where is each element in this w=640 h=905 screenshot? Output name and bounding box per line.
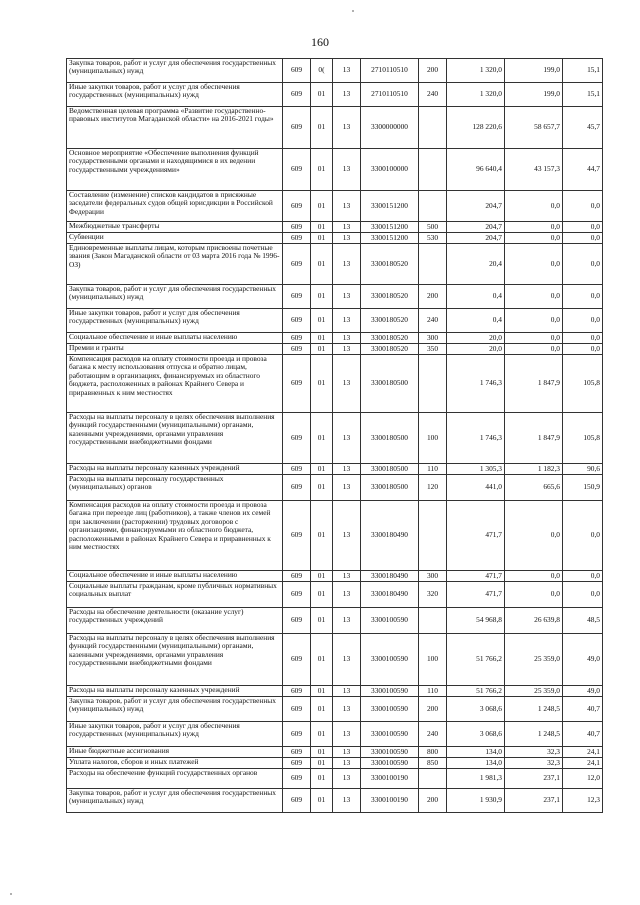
cell-vr: 500 <box>419 222 447 233</box>
cell-ved: 609 <box>283 464 311 475</box>
cell-rz: 01 <box>311 83 333 107</box>
table-row <box>67 59 603 83</box>
cell-vr: 100 <box>419 634 447 686</box>
cell-pr: 13 <box>333 769 361 789</box>
cell-pct: 24,1 <box>563 758 603 769</box>
cell-ved: 609 <box>283 582 311 608</box>
cell-pr: 13 <box>333 758 361 769</box>
cell-csr: 3300180500 <box>361 413 419 464</box>
cell-name: Межбюджетные трансферты <box>67 222 283 233</box>
cell-pr: 13 <box>333 413 361 464</box>
cell-pct: 15,1 <box>563 59 603 83</box>
cell-ved: 609 <box>283 747 311 758</box>
table-row <box>67 571 603 582</box>
cell-pr: 13 <box>333 501 361 571</box>
cell-name: Расходы на обеспечение деятельности (оказание услуг) государственных учреждений <box>67 608 283 634</box>
cell-plan: 20,0 <box>447 333 505 344</box>
table-row <box>67 309 603 333</box>
cell-name: Закупка товаров, работ и услуг для обеспечения государственных (муниципальных) нужд <box>67 789 283 813</box>
cell-rz: 01 <box>311 686 333 697</box>
cell-name: Расходы на выплаты персоналу казенных учреждений <box>67 464 283 475</box>
cell-pct: 45,7 <box>563 107 603 149</box>
cell-fact: 0,0 <box>505 233 563 244</box>
cell-plan: 3 068,6 <box>447 697 505 722</box>
cell-plan: 1 305,3 <box>447 464 505 475</box>
cell-fact: 0,0 <box>505 244 563 285</box>
cell-pct: 12,3 <box>563 789 603 813</box>
cell-pct: 0,0 <box>563 501 603 571</box>
cell-ved: 609 <box>283 608 311 634</box>
table-row <box>67 582 603 608</box>
cell-vr: 240 <box>419 722 447 747</box>
cell-csr: 3300180520 <box>361 285 419 309</box>
cell-pct: 48,5 <box>563 608 603 634</box>
table-row <box>67 747 603 758</box>
cell-pct: 0,0 <box>563 191 603 222</box>
cell-pct: 24,1 <box>563 747 603 758</box>
table-row <box>67 355 603 413</box>
table-row <box>67 608 603 634</box>
table-row <box>67 722 603 747</box>
cell-fact: 237,1 <box>505 789 563 813</box>
table-body <box>67 59 603 813</box>
cell-pr: 13 <box>333 608 361 634</box>
cell-fact: 32,3 <box>505 747 563 758</box>
cell-fact: 1 847,9 <box>505 355 563 413</box>
cell-pct: 40,7 <box>563 697 603 722</box>
cell-csr: 3300100590 <box>361 608 419 634</box>
cell-plan: 204,7 <box>447 222 505 233</box>
cell-vr: 110 <box>419 686 447 697</box>
cell-csr: 3300180500 <box>361 355 419 413</box>
cell-vr <box>419 355 447 413</box>
cell-rz: 01 <box>311 244 333 285</box>
cell-name: Иные закупки товаров, работ и услуг для обеспечения государственных (муниципальных) нужд <box>67 722 283 747</box>
cell-vr: 350 <box>419 344 447 355</box>
cell-csr: 3300180500 <box>361 464 419 475</box>
cell-pr: 13 <box>333 191 361 222</box>
cell-vr: 320 <box>419 582 447 608</box>
cell-ved: 609 <box>283 697 311 722</box>
cell-pct: 0,0 <box>563 333 603 344</box>
cell-vr <box>419 244 447 285</box>
table-row <box>67 413 603 464</box>
cell-rz: 01 <box>311 191 333 222</box>
table-row <box>67 475 603 501</box>
cell-fact: 0,0 <box>505 191 563 222</box>
cell-name: Субвенции <box>67 233 283 244</box>
cell-plan: 20,4 <box>447 244 505 285</box>
cell-pct: 49,0 <box>563 634 603 686</box>
cell-fact: 0,0 <box>505 333 563 344</box>
cell-plan: 204,7 <box>447 233 505 244</box>
cell-vr <box>419 608 447 634</box>
cell-csr: 3300151200 <box>361 191 419 222</box>
table-row <box>67 233 603 244</box>
cell-pct: 0,0 <box>563 309 603 333</box>
cell-pct: 0,0 <box>563 233 603 244</box>
cell-ved: 609 <box>283 413 311 464</box>
cell-csr: 3300000000 <box>361 107 419 149</box>
cell-fact: 25 359,0 <box>505 634 563 686</box>
cell-name: Социальное обеспечение и иные выплаты населению <box>67 333 283 344</box>
cell-pr: 13 <box>333 83 361 107</box>
cell-csr: 3300100590 <box>361 722 419 747</box>
cell-plan: 441,0 <box>447 475 505 501</box>
cell-ved: 609 <box>283 333 311 344</box>
cell-vr <box>419 501 447 571</box>
cell-rz: 01 <box>311 697 333 722</box>
cell-pr: 13 <box>333 149 361 191</box>
table-row <box>67 501 603 571</box>
cell-rz: 01 <box>311 413 333 464</box>
cell-plan: 1 930,9 <box>447 789 505 813</box>
cell-rz: 01 <box>311 747 333 758</box>
cell-pct: 49,0 <box>563 686 603 697</box>
table-row <box>67 758 603 769</box>
cell-rz: 01 <box>311 758 333 769</box>
table-row <box>67 244 603 285</box>
table-row <box>67 464 603 475</box>
cell-plan: 96 640,4 <box>447 149 505 191</box>
cell-plan: 471,7 <box>447 571 505 582</box>
cell-csr: 3300151200 <box>361 233 419 244</box>
cell-rz: 01 <box>311 107 333 149</box>
cell-name: Расходы на выплаты персоналу в целях обеспечения выполнения функций государственными (муниципальными) органами, казенными учреждениями, органами управления государственными внебюджетными фондами <box>67 634 283 686</box>
cell-vr: 530 <box>419 233 447 244</box>
cell-plan: 1 320,0 <box>447 59 505 83</box>
table-row <box>67 344 603 355</box>
cell-pct: 0,0 <box>563 222 603 233</box>
cell-ved: 609 <box>283 571 311 582</box>
cell-csr: 3300100590 <box>361 686 419 697</box>
cell-rz: 01 <box>311 149 333 191</box>
cell-pr: 13 <box>333 222 361 233</box>
scan-speck <box>352 10 354 12</box>
cell-name: Иные бюджетные ассигнования <box>67 747 283 758</box>
cell-rz: 01 <box>311 571 333 582</box>
cell-rz: 01 <box>311 344 333 355</box>
cell-fact: 25 359,0 <box>505 686 563 697</box>
cell-plan: 1 981,3 <box>447 769 505 789</box>
cell-name: Уплата налогов, сборов и иных платежей <box>67 758 283 769</box>
cell-plan: 1 746,3 <box>447 355 505 413</box>
cell-plan: 134,0 <box>447 747 505 758</box>
cell-csr: 2710110510 <box>361 59 419 83</box>
cell-name: Расходы на выплаты персоналу государственных (муниципальных) органов <box>67 475 283 501</box>
cell-csr: 3300100000 <box>361 149 419 191</box>
cell-name: Расходы на выплаты персоналу в целях обеспечения выполнения функций государственными (муниципальными) органами, казенными учреждениями, органами управления государственными внебюджетными фондами <box>67 413 283 464</box>
cell-pct: 0,0 <box>563 582 603 608</box>
cell-fact: 199,0 <box>505 83 563 107</box>
cell-plan: 1 746,3 <box>447 413 505 464</box>
cell-pr: 13 <box>333 233 361 244</box>
cell-name: Составление (изменение) списков кандидатов в присяжные заседатели федеральных судов общей юрисдикции в Российской Федерации <box>67 191 283 222</box>
cell-pr: 13 <box>333 309 361 333</box>
cell-pct: 90,6 <box>563 464 603 475</box>
cell-csr: 3300180490 <box>361 571 419 582</box>
cell-fact: 43 157,3 <box>505 149 563 191</box>
cell-vr: 120 <box>419 475 447 501</box>
cell-pct: 150,9 <box>563 475 603 501</box>
cell-rz: 01 <box>311 634 333 686</box>
cell-plan: 3 068,6 <box>447 722 505 747</box>
cell-name: Расходы на выплаты персоналу казенных учреждений <box>67 686 283 697</box>
cell-vr: 300 <box>419 333 447 344</box>
cell-ved: 609 <box>283 59 311 83</box>
cell-name: Расходы на обеспечение функций государственных органов <box>67 769 283 789</box>
cell-ved: 609 <box>283 107 311 149</box>
cell-pr: 13 <box>333 285 361 309</box>
cell-ved: 609 <box>283 758 311 769</box>
cell-vr: 300 <box>419 571 447 582</box>
cell-name: Единовременные выплаты лицам, которым присвоены почетные звания (Закон Магаданской области от 03 марта 2016 года № 1996-ОЗ) <box>67 244 283 285</box>
cell-pr: 13 <box>333 464 361 475</box>
cell-pct: 0,0 <box>563 285 603 309</box>
cell-ved: 609 <box>283 769 311 789</box>
cell-fact: 237,1 <box>505 769 563 789</box>
cell-name: Иные закупки товаров, работ и услуг для обеспечения государственных (муниципальных) нужд <box>67 83 283 107</box>
cell-fact: 0,0 <box>505 582 563 608</box>
cell-pr: 13 <box>333 333 361 344</box>
cell-name: Закупка товаров, работ и услуг для обеспечения государственных (муниципальных) нужд <box>67 697 283 722</box>
cell-vr: 240 <box>419 83 447 107</box>
cell-pct: 0,0 <box>563 571 603 582</box>
cell-csr: 3300100190 <box>361 769 419 789</box>
cell-pr: 13 <box>333 107 361 149</box>
cell-csr: 3300180520 <box>361 333 419 344</box>
cell-ved: 609 <box>283 789 311 813</box>
cell-rz: 01 <box>311 222 333 233</box>
cell-fact: 665,6 <box>505 475 563 501</box>
cell-pr: 13 <box>333 634 361 686</box>
cell-name: Компенсация расходов на оплату стоимости проезда и провоза багажа к месту использования отпуска и обратно лицам, работающим в организациях, финансируемых из областного бюджета, расположенных в районах Крайнего Севера и приравненных к ним местностях <box>67 355 283 413</box>
cell-pr: 13 <box>333 571 361 582</box>
cell-fact: 0,0 <box>505 222 563 233</box>
cell-fact: 58 657,7 <box>505 107 563 149</box>
cell-ved: 609 <box>283 233 311 244</box>
cell-name: Основное мероприятие «Обеспечение выполнения функций государственными органами и находящимися в их ведении государственными учреждениями» <box>67 149 283 191</box>
cell-vr: 100 <box>419 413 447 464</box>
cell-pr: 13 <box>333 475 361 501</box>
cell-ved: 609 <box>283 475 311 501</box>
cell-csr: 3300180520 <box>361 344 419 355</box>
cell-csr: 2710110510 <box>361 83 419 107</box>
cell-pct: 0,0 <box>563 244 603 285</box>
cell-ved: 609 <box>283 634 311 686</box>
cell-vr <box>419 769 447 789</box>
cell-fact: 26 639,8 <box>505 608 563 634</box>
cell-csr: 3300180490 <box>361 501 419 571</box>
cell-csr: 3300180500 <box>361 475 419 501</box>
cell-pr: 13 <box>333 244 361 285</box>
budget-table <box>66 58 603 813</box>
cell-fact: 1 248,5 <box>505 697 563 722</box>
table-row <box>67 333 603 344</box>
cell-ved: 609 <box>283 355 311 413</box>
page-number: 160 <box>311 35 329 49</box>
cell-fact: 0,0 <box>505 571 563 582</box>
cell-name: Социальное обеспечение и иные выплаты населению <box>67 571 283 582</box>
table-row <box>67 149 603 191</box>
cell-pr: 13 <box>333 582 361 608</box>
cell-pct: 105,8 <box>563 413 603 464</box>
cell-name: Иные закупки товаров, работ и услуг для обеспечения государственных (муниципальных) нужд <box>67 309 283 333</box>
cell-pr: 13 <box>333 59 361 83</box>
cell-pr: 13 <box>333 344 361 355</box>
cell-plan: 134,0 <box>447 758 505 769</box>
cell-name: Ведомственная целевая программа «Развитие государственно-правовых институтов Магаданской области» на 2016-2021 годы» <box>67 107 283 149</box>
cell-fact: 0,0 <box>505 501 563 571</box>
cell-pct: 12,0 <box>563 769 603 789</box>
cell-rz: 01 <box>311 464 333 475</box>
table-row <box>67 634 603 686</box>
cell-fact: 0,0 <box>505 285 563 309</box>
cell-ved: 609 <box>283 83 311 107</box>
cell-rz: 01 <box>311 582 333 608</box>
cell-rz: 01 <box>311 333 333 344</box>
cell-fact: 1 182,3 <box>505 464 563 475</box>
cell-rz: 0( <box>311 59 333 83</box>
cell-csr: 3300180490 <box>361 582 419 608</box>
cell-pr: 13 <box>333 789 361 813</box>
cell-csr: 3300100590 <box>361 697 419 722</box>
cell-rz: 01 <box>311 501 333 571</box>
cell-rz: 01 <box>311 475 333 501</box>
cell-ved: 609 <box>283 285 311 309</box>
table-row <box>67 285 603 309</box>
cell-vr <box>419 107 447 149</box>
cell-pr: 13 <box>333 355 361 413</box>
cell-pct: 0,0 <box>563 344 603 355</box>
cell-rz: 01 <box>311 285 333 309</box>
cell-rz: 01 <box>311 769 333 789</box>
table-row <box>67 222 603 233</box>
cell-rz: 01 <box>311 789 333 813</box>
cell-plan: 0,4 <box>447 309 505 333</box>
cell-ved: 609 <box>283 722 311 747</box>
cell-csr: 3300151200 <box>361 222 419 233</box>
cell-ved: 609 <box>283 149 311 191</box>
cell-plan: 204,7 <box>447 191 505 222</box>
cell-plan: 128 220,6 <box>447 107 505 149</box>
cell-name: Компенсация расходов на оплату стоимости проезда и провоза багажа при переезде лиц (работников), а также членов их семей при заключении (расторжении) трудовых договоров с организациями, финансируемыми из областного бюджета, расположенными в районах Крайнего Севера и приравненных к ним местностях <box>67 501 283 571</box>
cell-ved: 609 <box>283 191 311 222</box>
cell-fact: 199,0 <box>505 59 563 83</box>
cell-csr: 3300100190 <box>361 789 419 813</box>
cell-name: Закупка товаров, работ и услуг для обеспечения государственных (муниципальных) нужд <box>67 285 283 309</box>
cell-vr: 800 <box>419 747 447 758</box>
cell-plan: 471,7 <box>447 501 505 571</box>
table-row <box>67 107 603 149</box>
cell-vr <box>419 149 447 191</box>
cell-rz: 01 <box>311 233 333 244</box>
cell-ved: 609 <box>283 309 311 333</box>
cell-vr <box>419 191 447 222</box>
cell-fact: 1 248,5 <box>505 722 563 747</box>
cell-csr: 3300100590 <box>361 747 419 758</box>
table-row <box>67 789 603 813</box>
cell-name: Закупка товаров, работ и услуг для обеспечения государственных (муниципальных) нужд <box>67 59 283 83</box>
cell-ved: 609 <box>283 244 311 285</box>
cell-pr: 13 <box>333 686 361 697</box>
cell-vr: 200 <box>419 285 447 309</box>
table-row <box>67 697 603 722</box>
cell-ved: 609 <box>283 686 311 697</box>
cell-plan: 51 766,2 <box>447 634 505 686</box>
cell-plan: 54 968,8 <box>447 608 505 634</box>
cell-csr: 3300180520 <box>361 244 419 285</box>
cell-vr: 200 <box>419 697 447 722</box>
table-row <box>67 769 603 789</box>
cell-plan: 51 766,2 <box>447 686 505 697</box>
cell-plan: 1 320,0 <box>447 83 505 107</box>
cell-plan: 0,4 <box>447 285 505 309</box>
cell-rz: 01 <box>311 309 333 333</box>
cell-fact: 32,3 <box>505 758 563 769</box>
cell-vr: 110 <box>419 464 447 475</box>
cell-ved: 609 <box>283 501 311 571</box>
cell-pct: 105,8 <box>563 355 603 413</box>
cell-fact: 1 847,9 <box>505 413 563 464</box>
cell-rz: 01 <box>311 608 333 634</box>
cell-pr: 13 <box>333 722 361 747</box>
cell-csr: 3300100590 <box>361 758 419 769</box>
cell-pct: 15,1 <box>563 83 603 107</box>
cell-name: Социальные выплаты гражданам, кроме публичных нормативных социальных выплат <box>67 582 283 608</box>
cell-csr: 3300180520 <box>361 309 419 333</box>
cell-plan: 20,0 <box>447 344 505 355</box>
cell-ved: 609 <box>283 344 311 355</box>
cell-rz: 01 <box>311 355 333 413</box>
cell-vr: 200 <box>419 789 447 813</box>
cell-vr: 240 <box>419 309 447 333</box>
cell-vr: 850 <box>419 758 447 769</box>
table-row <box>67 686 603 697</box>
cell-pct: 44,7 <box>563 149 603 191</box>
cell-vr: 200 <box>419 59 447 83</box>
cell-plan: 471,7 <box>447 582 505 608</box>
table-row <box>67 83 603 107</box>
cell-ved: 609 <box>283 222 311 233</box>
cell-fact: 0,0 <box>505 344 563 355</box>
cell-fact: 0,0 <box>505 309 563 333</box>
scan-speck <box>10 893 12 895</box>
cell-name: Премии и гранты <box>67 344 283 355</box>
cell-pct: 40,7 <box>563 722 603 747</box>
cell-pr: 13 <box>333 697 361 722</box>
cell-rz: 01 <box>311 722 333 747</box>
cell-pr: 13 <box>333 747 361 758</box>
table-row <box>67 191 603 222</box>
cell-csr: 3300100590 <box>361 634 419 686</box>
